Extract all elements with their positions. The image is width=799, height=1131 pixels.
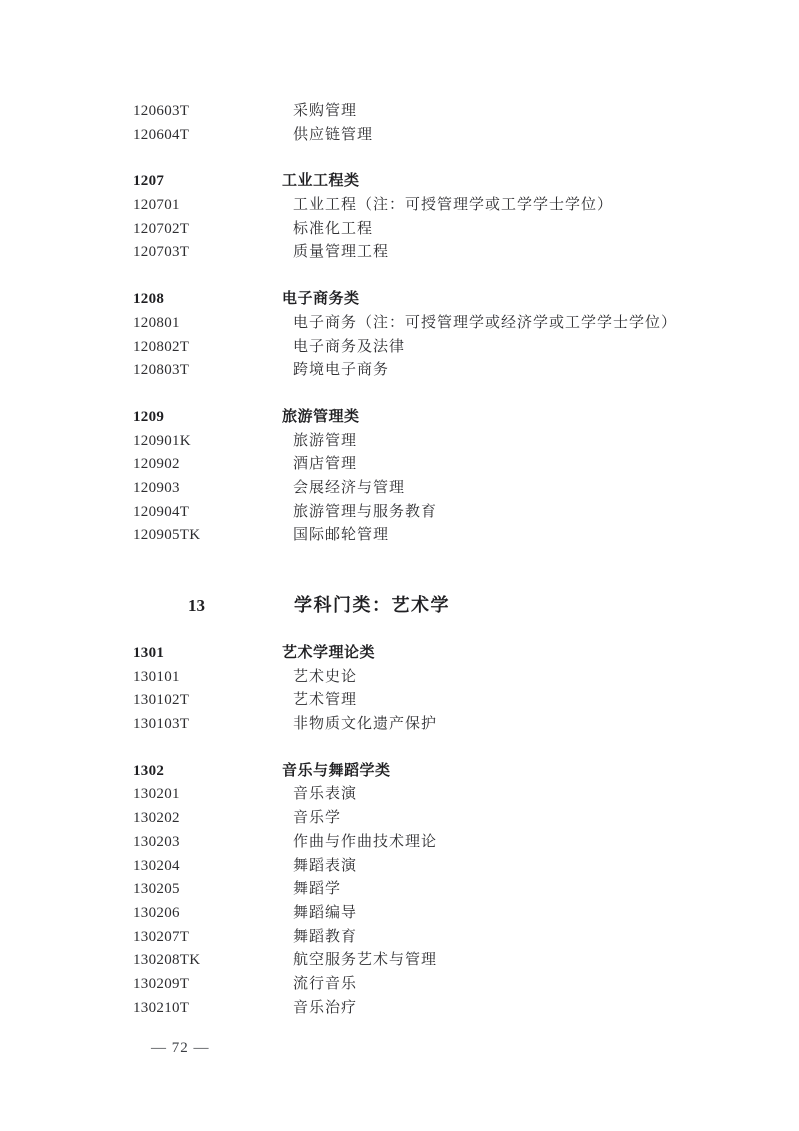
major-code: 130203	[133, 833, 180, 850]
major-name: 艺术史论	[293, 668, 358, 685]
major-code: 120604T	[133, 126, 190, 143]
major-code: 120803T	[133, 362, 190, 379]
major-name: 旅游管理与服务教育	[293, 503, 438, 520]
major-row	[133, 336, 759, 360]
major-code: 130102T	[133, 692, 190, 709]
major-row	[133, 855, 759, 879]
major-name: 非物质文化遗产保护	[293, 716, 438, 733]
division-heading	[133, 593, 759, 618]
major-name: 国际邮轮管理	[293, 527, 390, 544]
catalog-section	[133, 100, 759, 147]
division-code: 13	[188, 596, 205, 615]
major-row	[133, 831, 759, 855]
major-name: 旅游管理	[293, 432, 358, 449]
major-name: 舞蹈表演	[293, 857, 358, 874]
category-title: 旅游管理类	[282, 408, 360, 425]
major-row	[133, 783, 759, 807]
page-number: — 72 —	[151, 1040, 210, 1056]
major-row	[133, 312, 759, 336]
major-name: 酒店管理	[293, 456, 358, 473]
major-code: 120902	[133, 456, 180, 473]
major-name: 采购管理	[293, 103, 358, 119]
major-row	[133, 453, 759, 477]
major-row	[133, 666, 759, 690]
major-row	[133, 359, 759, 383]
major-code: 130207T	[133, 928, 190, 945]
major-code: 120904T	[133, 503, 190, 520]
catalog-section	[133, 288, 759, 383]
major-name: 质量管理工程	[293, 244, 390, 261]
catalog-section	[133, 642, 759, 737]
division-title: 学科门类：艺术学	[294, 595, 450, 615]
category-header-row	[133, 406, 759, 430]
major-name: 航空服务艺术与管理	[293, 952, 438, 969]
major-code: 120903	[133, 479, 180, 496]
major-code: 120603T	[133, 103, 190, 119]
major-row	[133, 973, 759, 997]
major-name: 工业工程（注：可授管理学或工学学士学位）	[293, 197, 614, 214]
category-code: 1302	[133, 762, 165, 779]
category-header-row	[133, 642, 759, 666]
category-header-row	[133, 288, 759, 312]
category-code: 1209	[133, 408, 165, 425]
major-code: 130201	[133, 786, 180, 803]
major-code: 120901K	[133, 432, 191, 449]
major-name: 跨境电子商务	[293, 362, 390, 379]
category-title: 艺术学理论类	[282, 645, 376, 661]
major-row	[133, 997, 759, 1021]
major-name: 会展经济与管理	[293, 479, 406, 496]
major-row	[133, 807, 759, 831]
category-code: 1208	[133, 291, 165, 308]
category-title: 电子商务类	[282, 291, 360, 308]
major-name: 舞蹈教育	[293, 928, 358, 945]
major-code: 130208TK	[133, 952, 201, 969]
major-catalog-content	[133, 100, 759, 1020]
catalog-section	[133, 170, 759, 265]
category-title: 音乐与舞蹈学类	[282, 762, 391, 779]
major-row	[133, 501, 759, 525]
major-row	[133, 949, 759, 973]
major-row	[133, 194, 759, 218]
major-name: 电子商务（注：可授管理学或经济学或工学学士学位）	[293, 314, 678, 331]
major-code: 130204	[133, 857, 180, 874]
major-name: 艺术管理	[293, 692, 358, 709]
major-name: 标准化工程	[293, 220, 374, 237]
major-code: 130103T	[133, 716, 190, 733]
major-code: 120701	[133, 197, 180, 214]
major-row	[133, 477, 759, 501]
major-row	[133, 218, 759, 242]
major-name: 作曲与作曲技术理论	[293, 833, 438, 850]
major-name: 供应链管理	[293, 126, 374, 143]
major-row	[133, 926, 759, 950]
category-code: 1207	[133, 173, 165, 190]
category-header-row	[133, 170, 759, 194]
category-code: 1301	[133, 645, 165, 661]
major-name: 音乐学	[293, 810, 342, 827]
major-row	[133, 430, 759, 454]
major-code: 120905TK	[133, 527, 201, 544]
major-name: 流行音乐	[293, 975, 358, 992]
major-code: 130206	[133, 904, 180, 921]
major-code: 130210T	[133, 999, 190, 1016]
major-code: 120802T	[133, 338, 190, 355]
catalog-section	[133, 760, 759, 1021]
major-row	[133, 241, 759, 265]
major-name: 音乐治疗	[293, 999, 358, 1016]
category-header-row	[133, 760, 759, 784]
major-name: 舞蹈编导	[293, 904, 358, 921]
major-code: 120801	[133, 314, 180, 331]
major-row	[133, 689, 759, 713]
major-row	[133, 124, 759, 148]
major-row	[133, 713, 759, 737]
major-code: 130101	[133, 668, 180, 685]
major-row	[133, 878, 759, 902]
major-name: 电子商务及法律	[293, 338, 406, 355]
major-code: 120702T	[133, 220, 190, 237]
major-row	[133, 524, 759, 548]
major-name: 音乐表演	[293, 786, 358, 803]
catalog-section	[133, 406, 759, 548]
category-title: 工业工程类	[282, 173, 360, 190]
major-row	[133, 100, 759, 124]
major-code: 130205	[133, 881, 180, 898]
major-name: 舞蹈学	[293, 881, 342, 898]
major-code: 130202	[133, 810, 180, 827]
major-row	[133, 902, 759, 926]
major-code: 130209T	[133, 975, 190, 992]
major-code: 120703T	[133, 244, 190, 261]
